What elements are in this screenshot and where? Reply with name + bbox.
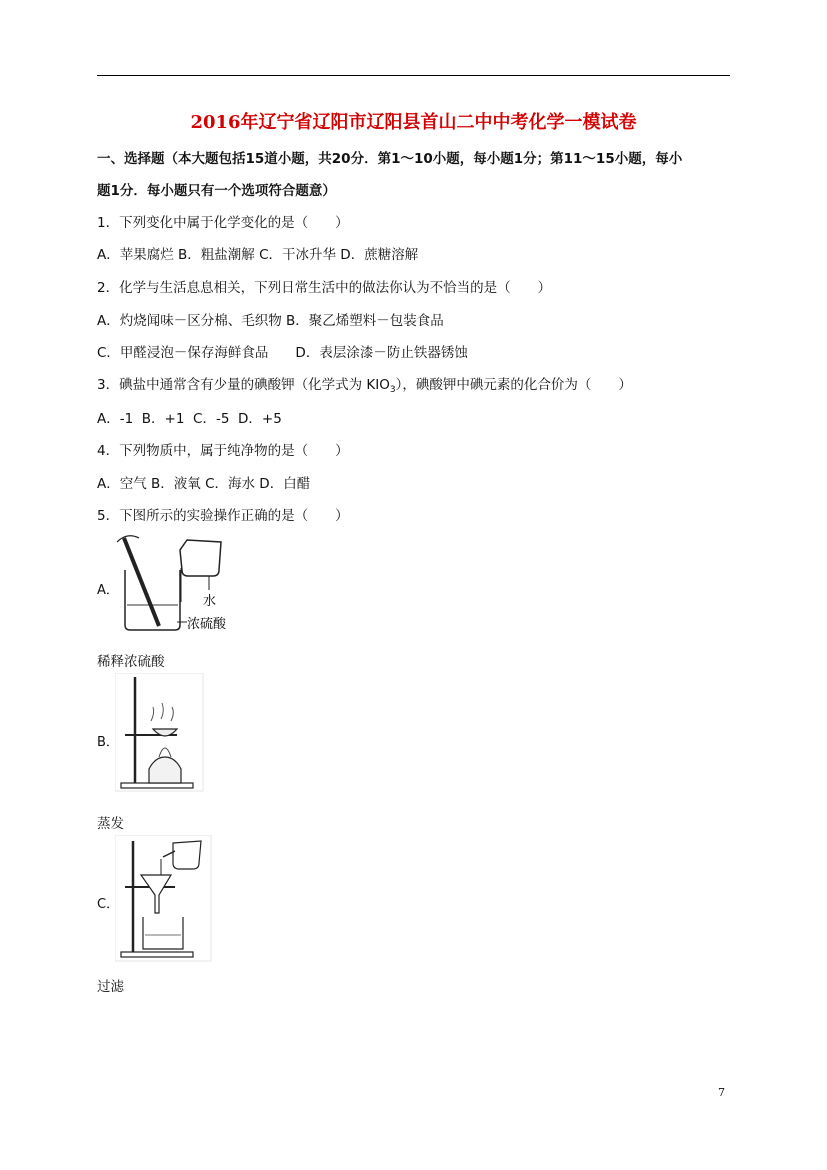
flame-icon (159, 748, 171, 757)
exam-title: 2016年辽宁省辽阳市辽阳县首山二中中考化学一模试卷 (190, 112, 637, 133)
question-3 (97, 376, 632, 399)
dilute-acid-figure (115, 530, 240, 633)
question-3-text-pre: 3．碘盐中通常含有少量的碘酸钾（化学式为 KIO (97, 377, 390, 393)
question-3-options: A．-1 B．+1 C．-5 D．+5 (97, 411, 282, 427)
alcohol-lamp (149, 757, 181, 783)
question-3-text-post: ），碘酸钾中碘元素的化合价为（ ） (395, 377, 632, 393)
stir-arrow-icon (117, 536, 139, 542)
glass-rod (124, 538, 159, 626)
beaker-outline (125, 570, 180, 630)
figure-c-letter: C． (97, 897, 120, 912)
section-heading-line2: 题1分．每小题只有一个选项符合题意） (97, 183, 336, 199)
question-2: 2．化学与生活息息相关，下列日常生活中的做法你认为不恰当的是（ ） (97, 280, 552, 296)
figure-c-caption: 过滤 (97, 979, 124, 995)
question-5: 5．下图所示的实验操作正确的是（ ） (97, 508, 349, 524)
stand-base (121, 783, 193, 788)
filtration-figure (115, 835, 213, 963)
pouring-beaker (180, 540, 221, 576)
question-2-options-ab: A．灼烧闻味－区分棉、毛织物 B．聚乙烯塑料－包装食品 (97, 313, 444, 329)
water-label: 水 (203, 594, 217, 609)
steam-lines (151, 703, 173, 721)
question-1: 1．下列变化中属于化学变化的是（ ） (97, 215, 349, 231)
question-4-options: A．空气 B．液氧 C．海水 D．白醋 (97, 476, 311, 492)
section-heading-line1: 一、选择题（本大题包括15道小题，共20分．第1～10小题，每小题1分；第11～15小题，每小 (97, 151, 683, 167)
funnel (141, 875, 171, 913)
acid-label: 浓硫酸 (187, 617, 227, 632)
question-3-subscript: 3 (389, 385, 396, 395)
pouring-beaker (173, 841, 201, 869)
header-rule (97, 75, 730, 76)
figure-a-letter: A． (97, 583, 119, 598)
question-1-options: A．苹果腐烂 B．粗盐潮解 C．干冰升华 D．蔗糖溶解 (97, 247, 419, 263)
page-number: 7 (718, 1086, 725, 1099)
evaporation-figure (115, 673, 205, 793)
figure-b-caption: 蒸发 (97, 816, 124, 832)
question-2-options-cd: C．甲醛浸泡－保存海鲜食品 D．表层涂漆－防止铁器锈蚀 (97, 345, 468, 361)
receiving-beaker (143, 917, 183, 949)
stand-base (121, 952, 193, 957)
question-4: 4．下列物质中，属于纯净物的是（ ） (97, 443, 349, 459)
figure-a-caption: 稀释浓硫酸 (97, 654, 165, 670)
figure-b-letter: B． (97, 735, 119, 750)
